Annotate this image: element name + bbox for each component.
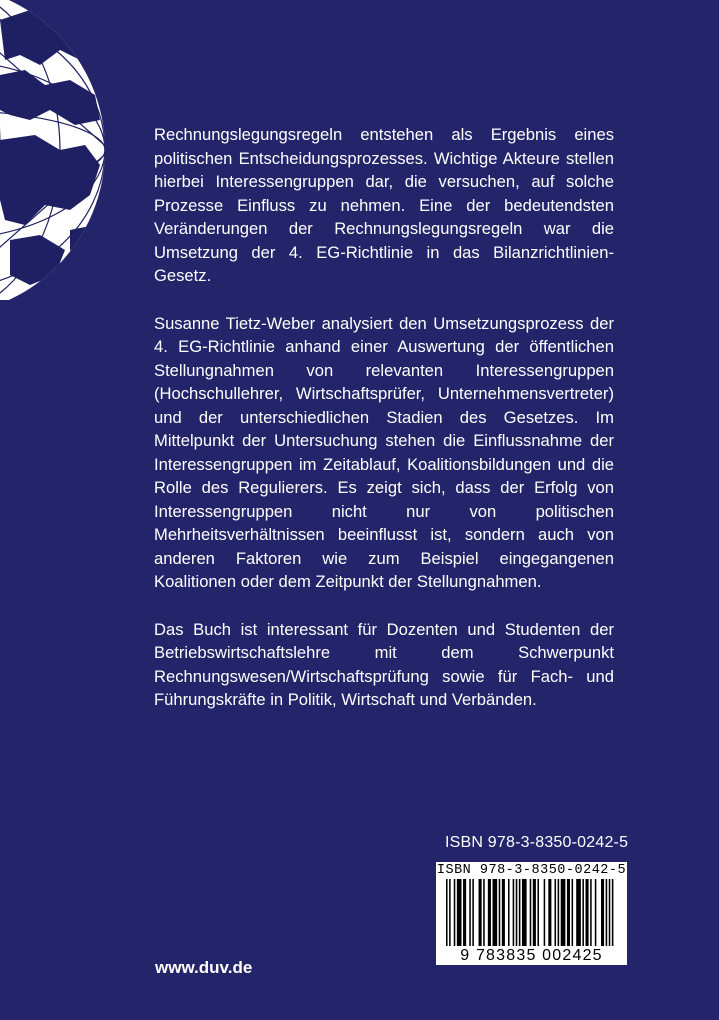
barcode-bar <box>499 879 501 955</box>
barcode-bar <box>567 879 570 955</box>
barcode-bar <box>463 879 466 955</box>
barcode-bar <box>561 879 566 955</box>
barcode-bar <box>469 879 471 955</box>
barcode-bars <box>436 879 627 955</box>
barcode-bar <box>537 879 539 955</box>
globe-image <box>0 0 106 300</box>
barcode-bar <box>472 879 474 955</box>
barcode-bar <box>582 879 584 955</box>
description-paragraph: Susanne Tietz-Weber analysiert den Umsetzungsprozess der 4. EG-Richtlinie anhand einer Auswertung der öffentlichen Stellungnahmen von relevanten Interessengruppen (Hochschullehrer, Wirtschaftsprüfer, Unternehmensvertreter) und der unterschiedlichen Stadien des Gesetzes. Im Mittelpunkt der Untersuchung stehen die Einflussnahme der Interessengruppen im Zeitablauf, Koalitionsbildungen und die Rolle des Regulierers. Es zeigt sich, dass der Erfolg von Interessengruppen nicht nur von politischen Mehrheitsverhältnissen beeinflusst ist, sondern auch von anderen Faktoren wie zum Beispiel eingegangenen Koalitionen oder dem Zeitpunkt der Stellungnahmen. <box>154 313 614 591</box>
barcode-bar <box>586 879 589 955</box>
barcode-bar <box>609 879 611 955</box>
barcode-bar <box>508 879 510 955</box>
barcode-bar <box>530 879 532 955</box>
barcode-bar <box>502 879 505 955</box>
description-text <box>154 123 614 736</box>
isbn-barcode <box>436 862 627 965</box>
barcode-bar <box>516 879 518 955</box>
barcode-bar <box>454 879 456 955</box>
barcode-bar <box>519 879 521 955</box>
barcode-number: 9 783835 002425 <box>436 946 627 965</box>
barcode-bar <box>590 879 592 955</box>
barcode-bar <box>612 879 614 955</box>
barcode-bar <box>555 879 557 955</box>
barcode-bar <box>544 879 546 955</box>
barcode-bar <box>533 879 536 955</box>
barcode-bar <box>457 879 462 955</box>
barcode-bar <box>558 879 560 955</box>
barcode-bar <box>493 879 498 955</box>
isbn-label: ISBN 978-3-8350-0242-5 <box>445 834 629 851</box>
barcode-isbn-text: ISBN 978-3-8350-0242-5 <box>436 863 627 878</box>
barcode-bar <box>479 879 482 955</box>
barcode-bar <box>606 879 608 955</box>
barcode-bar <box>513 879 515 955</box>
barcode-bar <box>488 879 491 955</box>
barcode-bar <box>522 879 527 955</box>
description-paragraph: Rechnungslegungsregeln entstehen als Ergebnis eines politischen Entscheidungsprozesses. Wichtige Akteure stellen hierbei Interessengruppen dar, die versuchen, auf solche Prozesse Einfluss zu nehmen. Eine der bedeutendsten Veränderungen der Rechnungslegungsregeln war die Umsetzung der 4. EG-Richtlinie in das Bilanzrichtlinien-Gesetz. <box>154 125 614 285</box>
barcode-bar <box>595 879 597 955</box>
barcode-bar <box>483 879 485 955</box>
barcode-bar <box>601 879 604 955</box>
publisher-website: www.duv.de <box>155 958 253 977</box>
description-paragraph: Das Buch ist interessant für Dozenten und Studenten der Betriebswirtschaftslehre mit dem Schwerpunkt Rechnungswesen/Wirtschaftsprüfung sowie für Fach- und Führungskräfte in Politik, Wirtschaft und Verbänden. <box>154 619 614 709</box>
barcode-bar <box>576 879 581 955</box>
barcode-bar <box>446 879 448 955</box>
barcode-bar <box>548 879 551 955</box>
barcode-bar <box>449 879 451 955</box>
barcode-bar <box>572 879 574 955</box>
